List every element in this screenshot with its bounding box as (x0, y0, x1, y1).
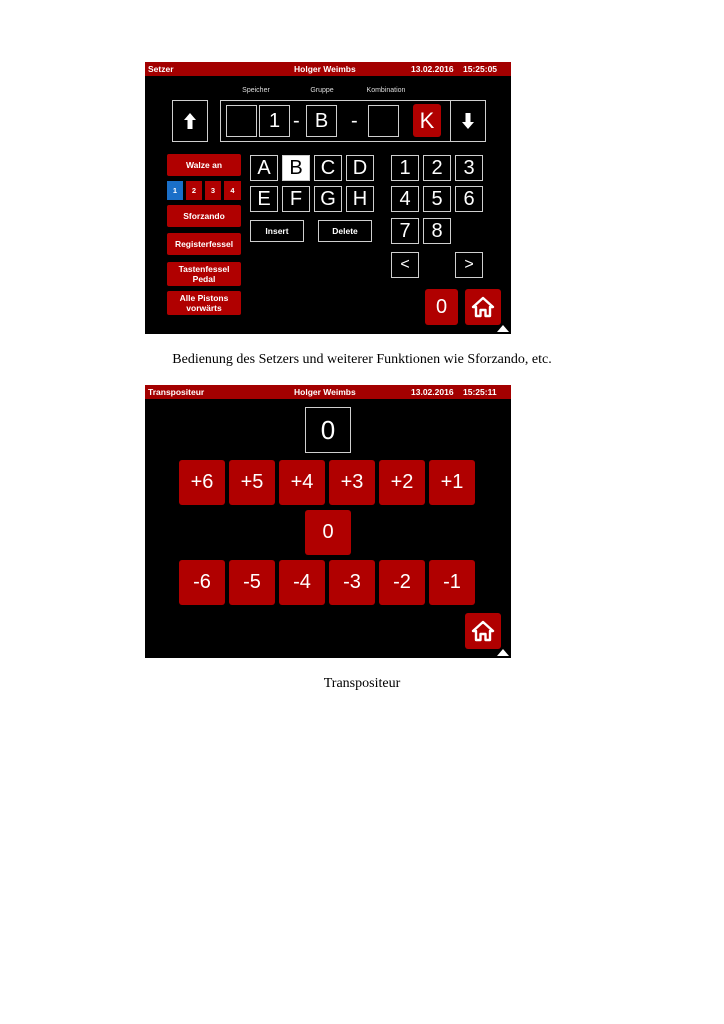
sforzando-button[interactable]: Sforzando (167, 205, 241, 227)
insert-button[interactable]: Insert (250, 220, 304, 242)
home-icon (471, 296, 495, 318)
transpose-zero[interactable]: 0 (305, 510, 351, 555)
date: 13.02.2016 (411, 387, 454, 397)
transpose-plus-1[interactable]: +1 (429, 460, 475, 505)
transpose-plus-3[interactable]: +3 (329, 460, 375, 505)
user-name: Holger Weimbs (294, 387, 356, 397)
user-name: Holger Weimbs (294, 64, 356, 74)
time: 15:25:11 (463, 387, 497, 397)
walze-tabs (167, 181, 241, 200)
date: 13.02.2016 (411, 64, 454, 74)
transpose-minus-1[interactable]: -1 (429, 560, 475, 605)
letter-f[interactable]: F (282, 186, 310, 212)
alle-pistons-button[interactable]: Alle Pistons vorwärts (167, 291, 241, 315)
letter-h[interactable]: H (346, 186, 374, 212)
digit-1[interactable]: 1 (391, 155, 419, 181)
k-button[interactable]: K (413, 104, 441, 137)
transpositeur-screen (145, 385, 511, 658)
home-button[interactable] (465, 289, 501, 325)
digit-4[interactable]: 4 (391, 186, 419, 212)
screen-title: Transpositeur (148, 387, 205, 397)
digit-3[interactable]: 3 (455, 155, 483, 181)
walze-button[interactable]: Walze an (167, 154, 241, 176)
transpose-display: 0 (305, 407, 351, 453)
transpose-plus-6[interactable]: +6 (179, 460, 225, 505)
transpose-plus-4[interactable]: +4 (279, 460, 325, 505)
delete-button[interactable]: Delete (318, 220, 372, 242)
transpose-minus-6[interactable]: -6 (179, 560, 225, 605)
letter-b[interactable]: B (282, 155, 310, 181)
transpose-minus-3[interactable]: -3 (329, 560, 375, 605)
registerfessel-button[interactable]: Registerfessel (167, 233, 241, 255)
label-speicher: Speicher (242, 87, 270, 94)
screen-title: Setzer (148, 64, 174, 74)
setzer-screen (145, 62, 511, 334)
caption-setzer: Bedienung des Setzers und weiterer Funktionen wie Sforzando, etc. (172, 352, 552, 367)
label-gruppe: Gruppe (310, 87, 334, 94)
speicher-slot[interactable] (226, 105, 257, 137)
transpose-minus-4[interactable]: -4 (279, 560, 325, 605)
digit-2[interactable]: 2 (423, 155, 451, 181)
walze-tab-1[interactable]: 1 (167, 181, 183, 200)
letter-e[interactable]: E (250, 186, 278, 212)
next-button[interactable]: > (455, 252, 483, 278)
digit-6[interactable]: 6 (455, 186, 483, 212)
kombination-slot[interactable] (368, 105, 399, 137)
walze-tab-2[interactable]: 2 (186, 181, 202, 200)
walze-tab-4[interactable]: 4 (224, 181, 241, 200)
letter-c[interactable]: C (314, 155, 342, 181)
corner-triangle-icon (497, 325, 509, 332)
title-bar (145, 62, 511, 76)
transpose-minus-5[interactable]: -5 (229, 560, 275, 605)
arrow-up-icon (183, 112, 197, 130)
caption-transpositeur: Transpositeur (323, 676, 401, 691)
separator: - (293, 110, 300, 132)
corner-triangle-icon (497, 649, 509, 656)
transpose-plus-5[interactable]: +5 (229, 460, 275, 505)
arrow-up-button[interactable] (172, 100, 208, 142)
tastenfessel-button[interactable]: Tastenfessel Pedal (167, 262, 241, 286)
time: 15:25:05 (463, 64, 498, 74)
title-bar (145, 385, 511, 399)
prev-button[interactable]: < (391, 252, 419, 278)
walze-tab-3[interactable]: 3 (205, 181, 221, 200)
home-icon (471, 620, 495, 642)
label-kombination: Kombination (366, 87, 406, 94)
zero-button[interactable]: 0 (425, 289, 458, 325)
transpose-plus-2[interactable]: +2 (379, 460, 425, 505)
kombination-letter[interactable]: B (306, 105, 337, 137)
digit-7[interactable]: 7 (391, 218, 419, 244)
separator: - (351, 110, 358, 132)
letter-a[interactable]: A (250, 155, 278, 181)
home-button[interactable] (465, 613, 501, 649)
arrow-down-icon (461, 112, 475, 130)
digit-5[interactable]: 5 (423, 186, 451, 212)
letter-d[interactable]: D (346, 155, 374, 181)
digit-8[interactable]: 8 (423, 218, 451, 244)
transpose-minus-2[interactable]: -2 (379, 560, 425, 605)
arrow-down-button[interactable] (450, 100, 486, 142)
letter-g[interactable]: G (314, 186, 342, 212)
gruppe-value[interactable]: 1 (259, 105, 290, 137)
